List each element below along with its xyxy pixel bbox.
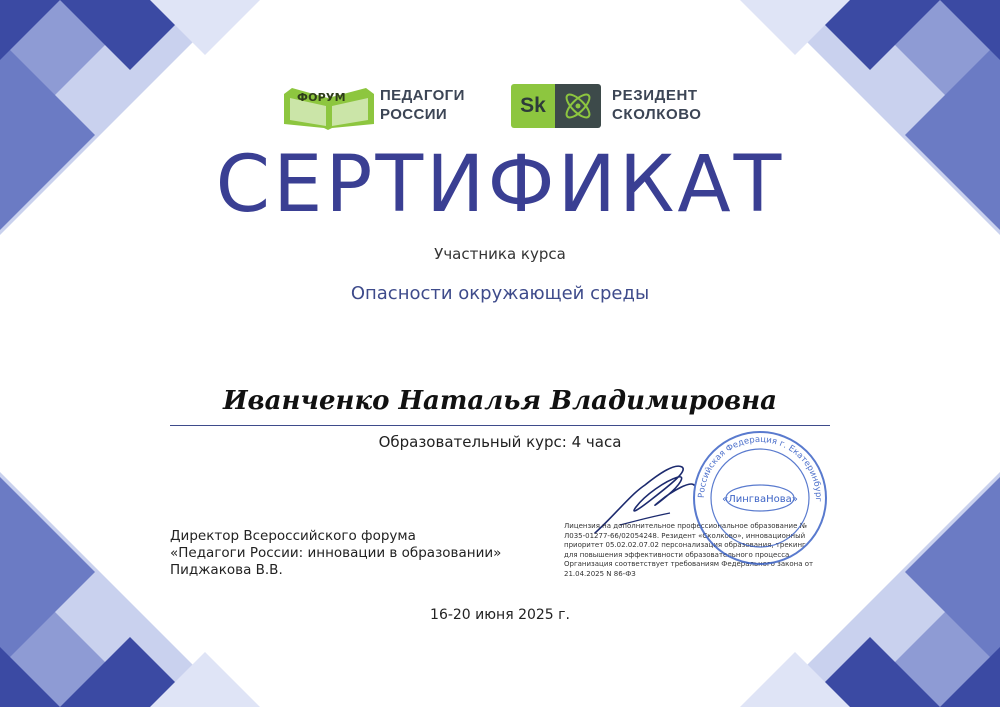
license-line: приоритет 05.02.02.07.02 персонализация образования, трекинг — [564, 541, 806, 549]
svg-text:Российская Федерация г. Екатер — [697, 435, 823, 503]
organization-stamp — [690, 428, 830, 568]
forum-logo-line2: РОССИИ — [380, 106, 448, 123]
license-line: Лицензия на дополнительное профессиональное образование № — [564, 522, 807, 530]
forum-logo — [282, 82, 492, 132]
skolkovo-mark: Sk — [511, 84, 555, 128]
license-line: 21.04.2025 N 86-ФЗ — [564, 569, 636, 578]
certificate-title: СЕРТИФИКАТ — [215, 140, 785, 230]
director-line1: Директор Всероссийского форума — [170, 528, 416, 544]
director-name: Пиджакова В.В. — [170, 562, 283, 578]
license-line: Организация соответствует требованиям Федерального закона от — [564, 560, 814, 568]
atom-icon — [555, 84, 601, 128]
recipient-name: Иванченко Наталья Владимировна — [222, 386, 778, 416]
stamp-center-text: «ЛингваНова» — [722, 494, 798, 505]
certificate-subtitle: Участника курса — [434, 245, 566, 263]
course-name: Опасности окружающей среды — [350, 283, 650, 304]
skolkovo-logo-line1: РЕЗИДЕНТ — [612, 87, 698, 104]
course-date: 16-20 июня 2025 г. — [430, 607, 570, 623]
skolkovo-logo — [511, 84, 741, 130]
skolkovo-logo-line2: СКОЛКОВО — [612, 106, 702, 123]
license-line: для повышения эффективности образовательного процесса — [564, 550, 790, 559]
skolkovo-logo-name — [612, 86, 702, 124]
name-underline — [170, 425, 830, 426]
course-hours: Образовательный курс: 4 часа — [378, 433, 622, 451]
director-block — [170, 528, 501, 579]
forum-logo-name — [380, 86, 465, 124]
director-line2: «Педагоги России: инновации в образовании» — [170, 545, 502, 561]
license-line: Л035-01277-66/02054248. Резидент «Сколково», инновационный — [564, 531, 806, 540]
forum-logo-tag: ФОРУМ — [297, 91, 346, 104]
stamp-ring-text: Российская Федерация г. Екатеринбург — [696, 434, 824, 503]
forum-logo-line1: ПЕДАГОГИ — [380, 87, 465, 104]
